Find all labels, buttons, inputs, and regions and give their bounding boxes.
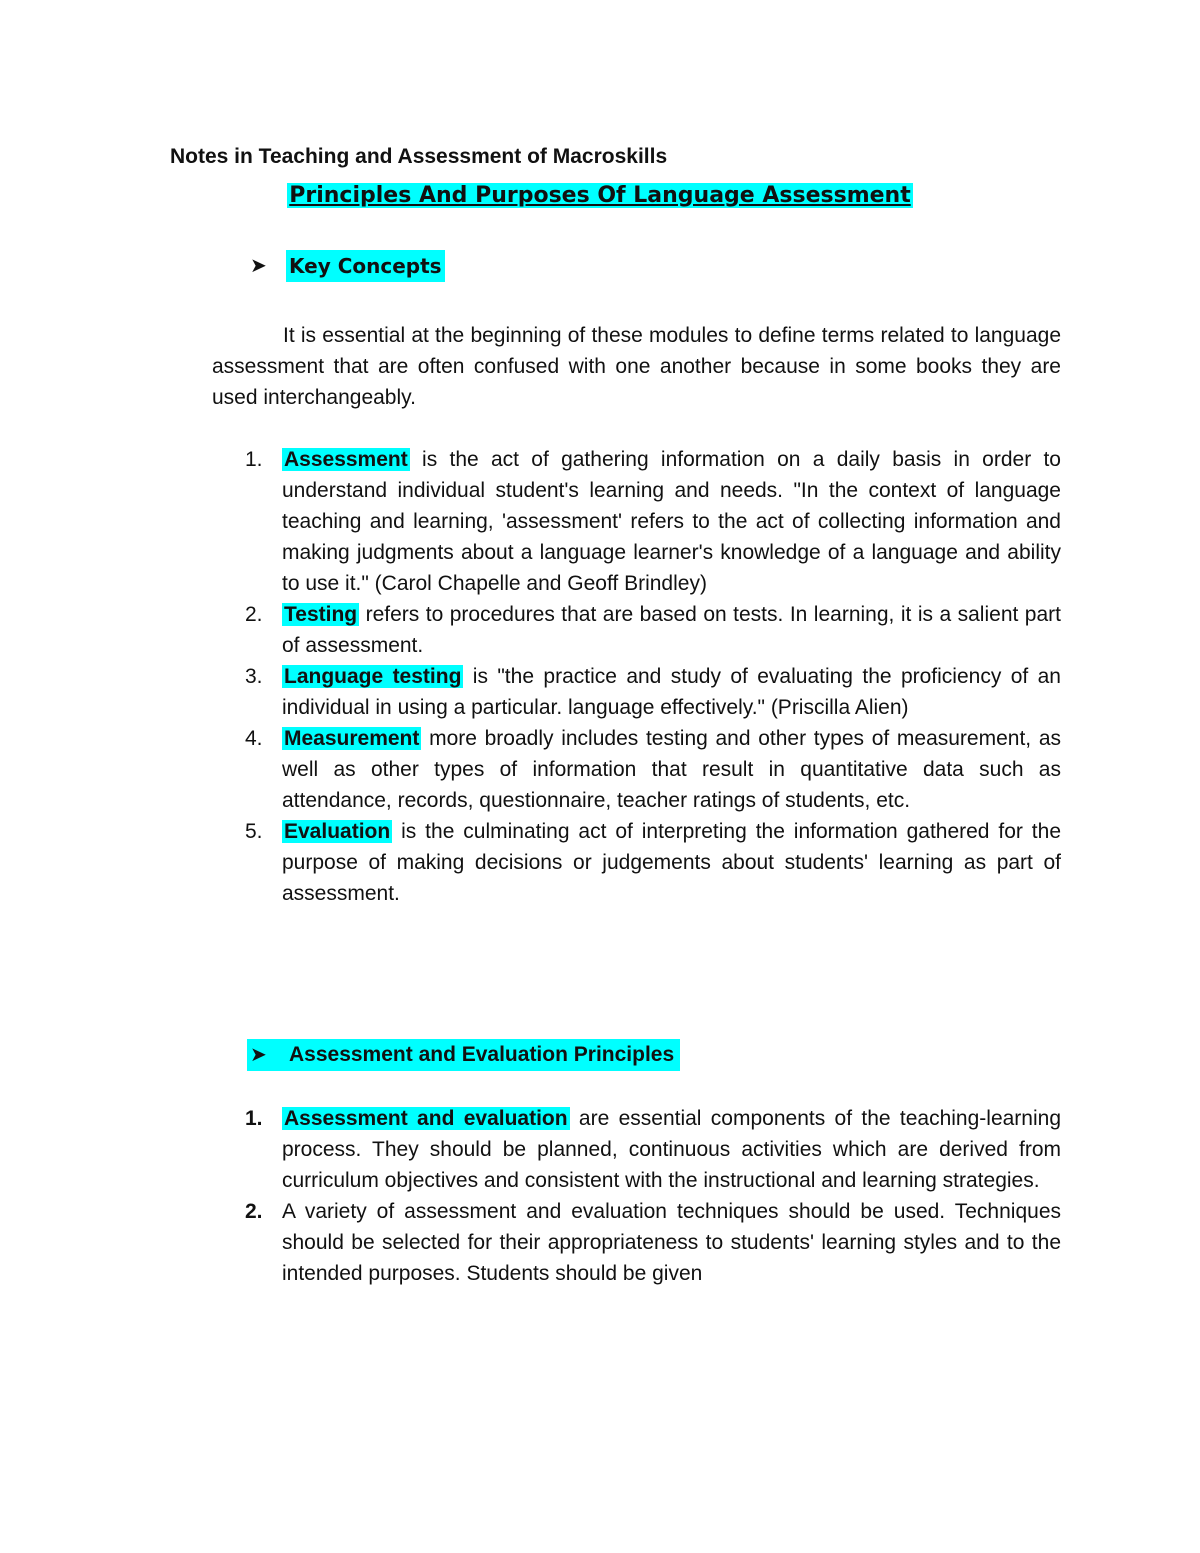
term-label: Testing <box>284 603 358 626</box>
term-label: Evaluation <box>284 820 391 843</box>
key-concepts-label: Key Concepts <box>286 250 445 282</box>
list-number: 2. <box>245 603 263 626</box>
term-label: Assessment <box>284 448 408 471</box>
term-definition: is the act of gathering information on a daily basis in order to understand individual student's learning and needs. "In the context of language teaching and learning, 'assessment' refers to the act of collecting information and making judgments about a language learner's knowledge of a language and ability to use it." (Carol Chapelle and Geoff Brindley) <box>282 448 1061 595</box>
list-item <box>245 723 1061 816</box>
list-item <box>245 1196 1061 1289</box>
principle-text: A variety of assessment and evaluation techniques should be used. Techniques should be selected for their appropriateness to students' learning styles and to the intended purposes. Students should be given <box>282 1200 1061 1285</box>
term-definition: refers to procedures that are based on tests. In learning, it is a salient part of assessment. <box>282 603 1061 657</box>
list-number: 3. <box>245 665 263 688</box>
principles-list <box>245 1103 1061 1289</box>
principle-text: are essential components of the teaching-learning process. They should be planned, continuous activities which are derived from curriculum objectives and consistent with the instructional and learning strategies. <box>282 1107 1061 1192</box>
list-item <box>245 816 1061 909</box>
intro-paragraph: It is essential at the beginning of these modules to define terms related to language assessment that are often confused with one another because in some books they are used interchangeably. <box>212 324 1061 409</box>
list-item <box>245 599 1061 661</box>
term-definition: is "the practice and study of evaluating the proficiency of an individual in using a particular. language effectively." (Priscilla Alien) <box>282 665 1061 719</box>
list-number: 1. <box>245 1107 263 1130</box>
document-subtitle <box>0 180 1200 212</box>
list-number: 1. <box>245 448 263 471</box>
term-definition: more broadly includes testing and other types of measurement, as well as other types of information that result in quantitative data such as attendance, records, questionnaire, teacher ratings of students, etc. <box>282 727 1061 812</box>
term-label: Measurement <box>284 727 420 750</box>
arrowhead-bullet-icon: ➤ <box>250 255 267 277</box>
list-item <box>245 444 1061 599</box>
definitions-list <box>245 444 1061 909</box>
list-item <box>245 661 1061 723</box>
document-title: Notes in Teaching and Assessment of Macroskills <box>170 145 668 168</box>
list-number: 2. <box>245 1200 263 1223</box>
principles-label: Assessment and Evaluation Principles <box>289 1043 675 1066</box>
list-number: 5. <box>245 820 263 843</box>
principles-heading <box>247 1039 680 1071</box>
arrowhead-bullet-icon: ➤ <box>250 1044 267 1066</box>
subtitle-text: Principles And Purposes Of Language Assessment <box>289 183 911 208</box>
list-number: 4. <box>245 727 263 750</box>
list-item <box>245 1103 1061 1196</box>
term-definition: is the culminating act of interpreting the information gathered for the purpose of making decisions or judgements about students' learning as part of assessment. <box>282 820 1061 905</box>
term-label: Assessment and evaluation <box>284 1107 568 1130</box>
term-label: Language testing <box>284 665 462 688</box>
key-concepts-heading <box>250 250 445 282</box>
